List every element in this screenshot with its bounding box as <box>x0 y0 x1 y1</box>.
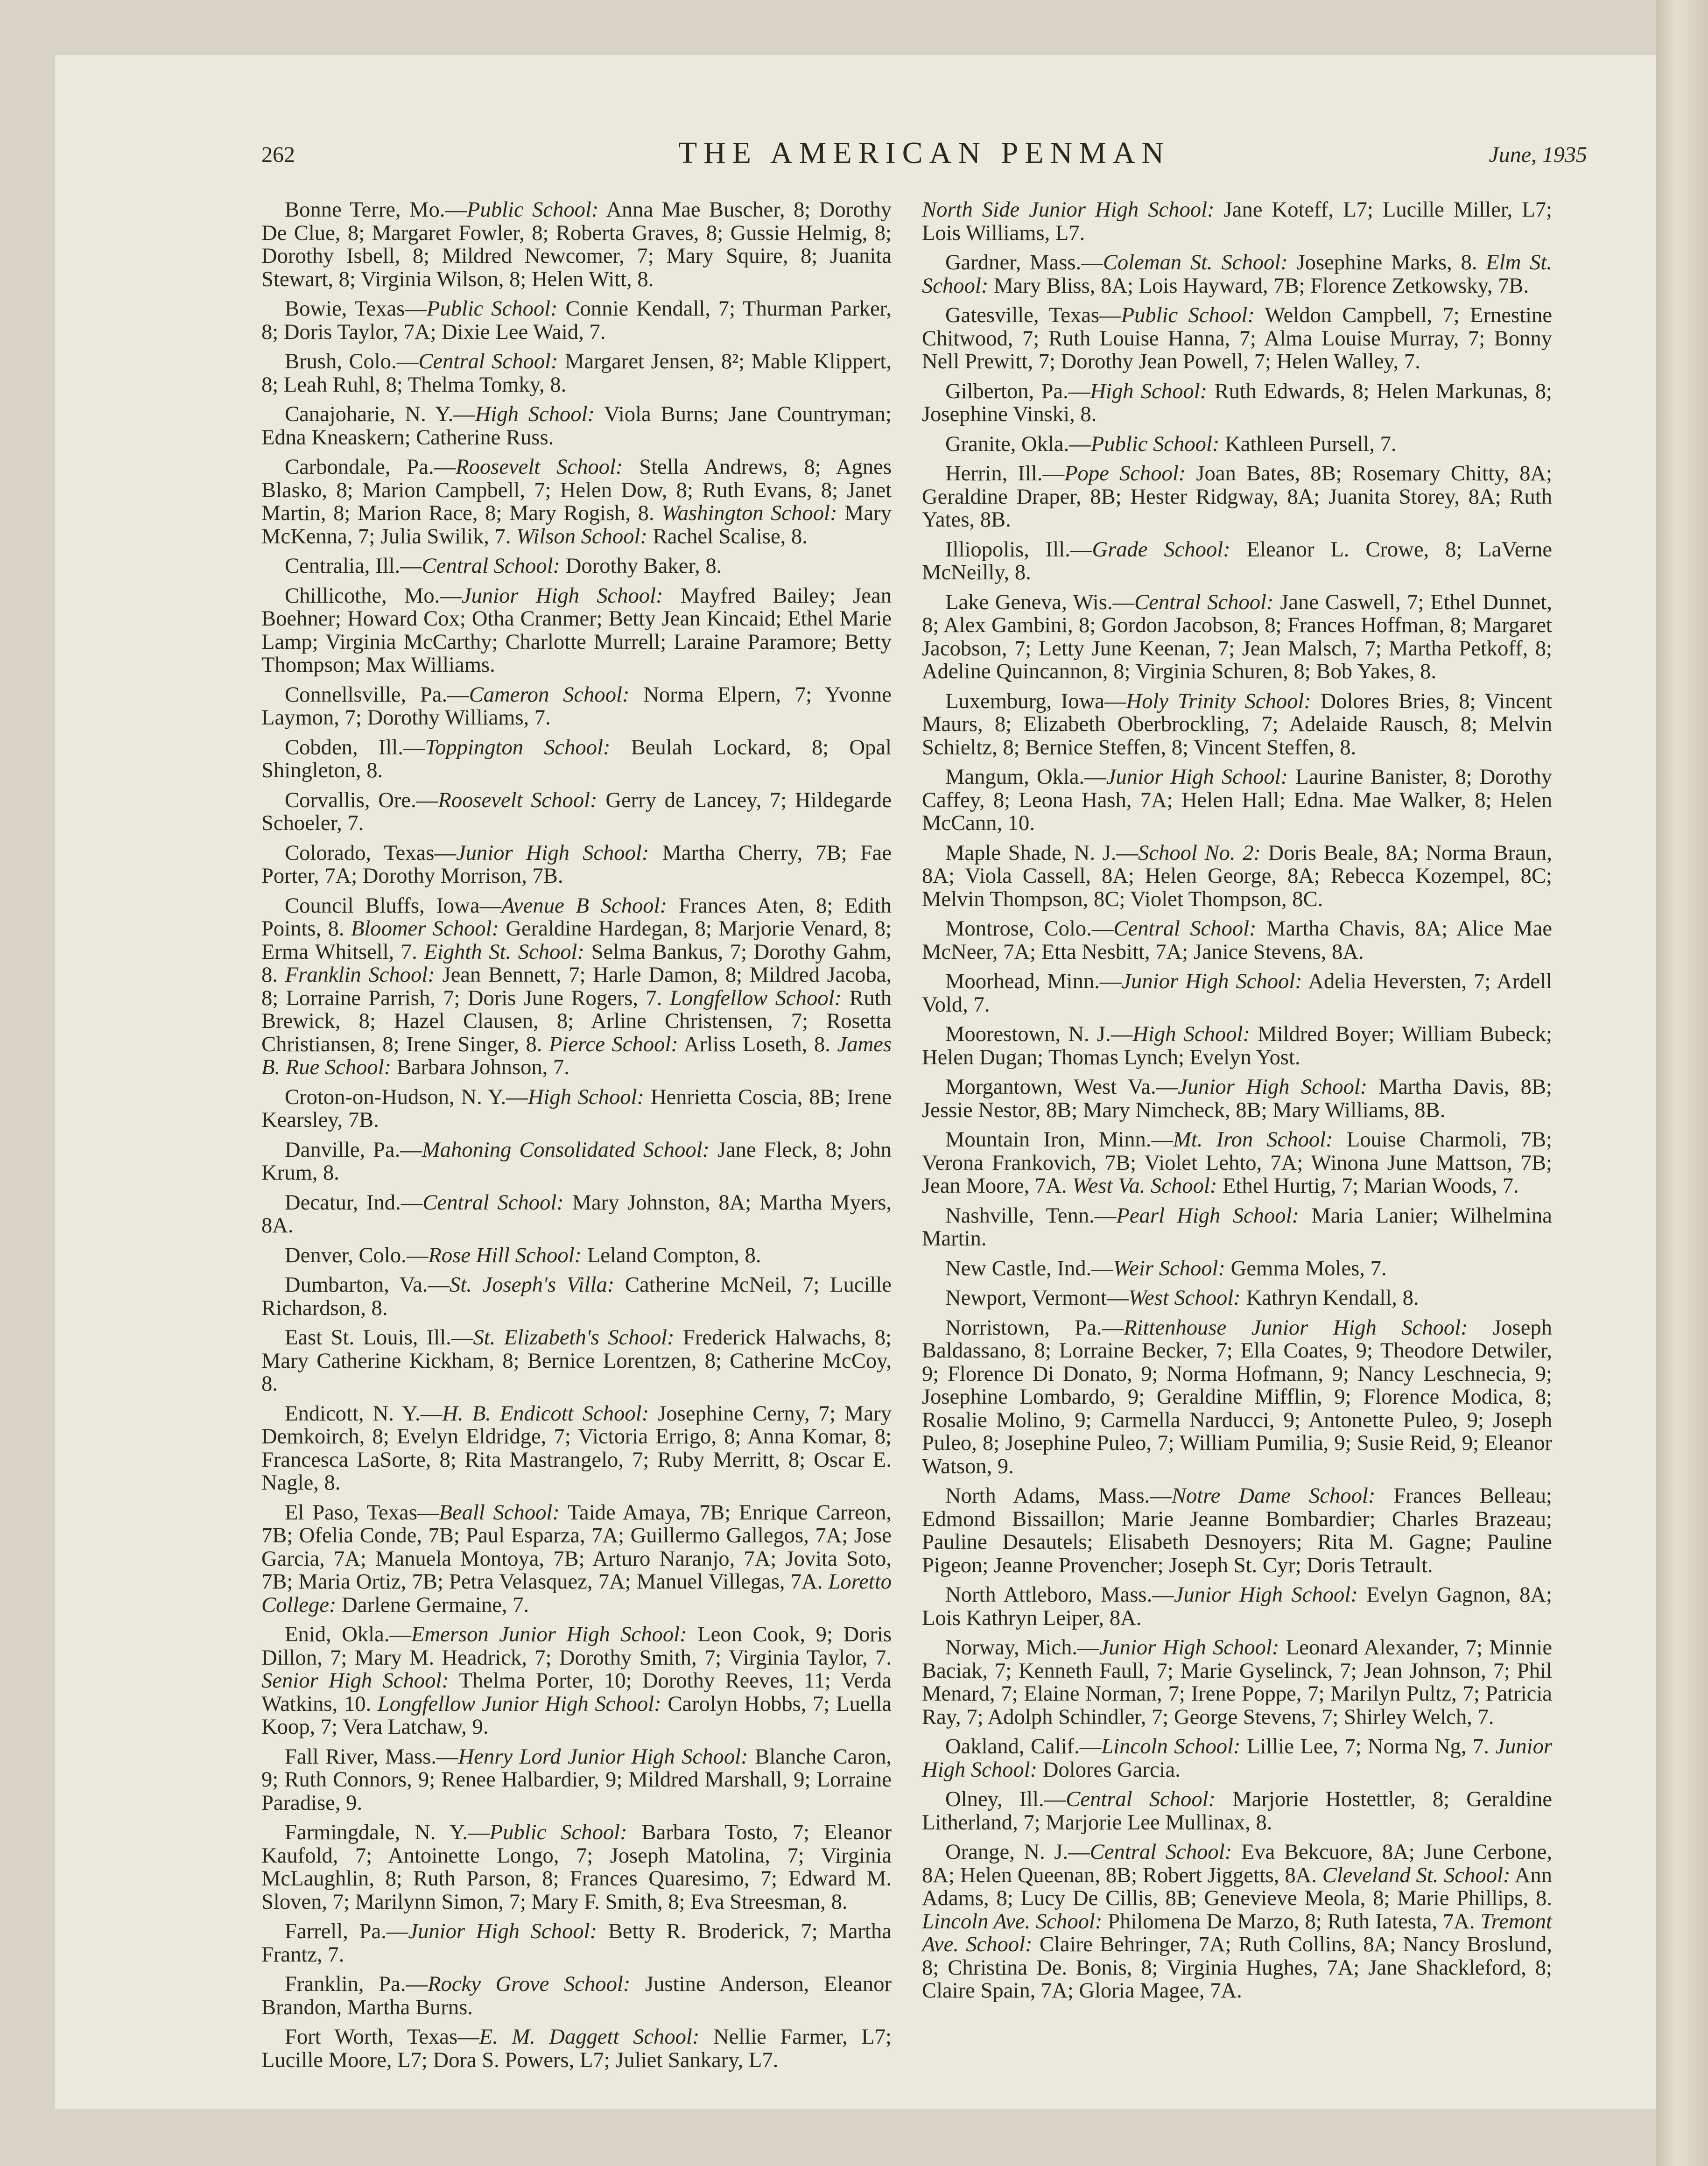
honor-roll-entry <box>261 584 892 677</box>
entry-names: Joseph Baldassano, 8; Lorraine Becker, 7; Ella Coates, 9; Theodore Detwiler, 9; Florence Di Donato, 9; Norma Hofmann, 9; Nancy Leschnecia, 9; Josephine Lombardo, 9; Geraldine Mifflin, 9; Florence Modica, 8; Rosalie Molino, 9; Carmella Narducci, 9; Antonette Puleo, 9; Joseph Puleo, 8; Josephine Puleo, 7; William Pumilia, 9; Susie Reid, 9; Eleanor Watson, 9. <box>922 1315 1552 1478</box>
journal-title: THE AMERICAN PENMAN <box>678 136 1171 170</box>
honor-roll-entry <box>261 1920 892 1966</box>
honor-roll-entry <box>922 433 1552 456</box>
entry-dash: — <box>405 296 427 321</box>
honor-roll-entry <box>922 1257 1552 1280</box>
entry-dash: — <box>1094 1203 1117 1228</box>
left-column <box>261 198 892 2078</box>
entry-names: Beulah Lockard, 8; Opal Shingleton, 8. <box>261 735 892 782</box>
entry-names: Taide Amaya, 7B; Enrique Carreon, 7B; Ofelia Conde, 7B; Paul Esparza, 7A; Guillermo Gallegos, 7A; Jose Garcia, 7A; Manuela Montoya, 7B; Arturo Naranjo, 7A; Jovita Soto, 7B; Maria Ortiz, 7B; Petra Velasquez, 7A; Manuel Villegas, 7A. <box>261 1500 892 1594</box>
entry-dash: — <box>406 1972 428 1996</box>
entry-names: Leonard Alexander, 7; Minnie Baciak, 7; Kenneth Faull, 7; Marie Gyselinck, 7; Jean Johnson, 7; Phil Menard, 7; Elaine Norman, 7; Irene Poppe, 7; Marilyn Pultz, 7; Patricia Ray, 7; Adolph Schindler, 7; George Stevens, 7; Shirley Welch, 7. <box>922 1635 1552 1729</box>
entry-place: Enid, Okla. <box>285 1622 390 1646</box>
entry-school: Public School: <box>467 197 599 222</box>
entry-school: Emerson Junior High School: <box>411 1622 687 1646</box>
entry-names: Blanche Caron, 9; Ruth Connors, 9; Renee Halbardier, 9; Mildred Marshall, 9; Lorraine Paradise, 9. <box>261 1744 892 1815</box>
entry-dash: — <box>416 788 438 812</box>
entry-school: Junior High School: <box>922 1734 1552 1782</box>
entry-school: Wilson School: <box>516 524 647 549</box>
entry-names: Lillie Lee, 7; Norma Ng, 7. <box>1240 1734 1496 1758</box>
entry-dash: — <box>1070 537 1092 562</box>
entry-school: Rocky Grove School: <box>428 1972 631 1996</box>
honor-roll-entry <box>922 251 1552 297</box>
entry-school: Junior High School: <box>1106 765 1288 789</box>
entry-place: Nashville, Tenn. <box>945 1203 1095 1228</box>
honor-roll-entry <box>922 1076 1552 1122</box>
entry-place: Brush, Colo. <box>285 349 397 373</box>
honor-roll-entry <box>922 1287 1552 1310</box>
entry-school: High School: <box>475 402 595 426</box>
entry-school: North Side Junior High School: <box>922 197 1215 222</box>
entry-place: Colorado, Texas <box>285 840 435 865</box>
entry-place: Bonne Terre, Mo. <box>285 197 445 222</box>
entry-school: Roosevelt School: <box>456 455 623 479</box>
entry-names: Marjorie Hostettler, 8; Geraldine Litherland, 7; Marjorie Lee Mullinax, 8. <box>922 1787 1553 1835</box>
entry-dash: — <box>406 1243 429 1267</box>
entry-names: Weldon Campbell, 7; Ernestine Chitwood, 7; Ruth Louise Hanna, 7; Alma Louise Murray, 7; Bonny Nell Prewitt, 7; Dorothy Jean Powell, 7; Helen Walley, 7. <box>922 303 1553 373</box>
entry-dash: — <box>1099 969 1122 993</box>
entry-place: Council Bluffs, Iowa <box>285 893 480 918</box>
entry-school: Pearl High School: <box>1116 1203 1300 1228</box>
entry-names: Maria Lanier; Wilhelmina Martin. <box>922 1203 1552 1251</box>
entry-dash: — <box>1084 765 1106 789</box>
honor-roll-entry <box>261 1139 892 1185</box>
entry-school: Mt. Iron School: <box>1173 1127 1333 1152</box>
entry-school: Junior High School: <box>408 1919 597 1943</box>
entry-school: Eighth St. School: <box>424 939 585 964</box>
honor-roll-entry <box>261 1973 892 2019</box>
entry-dash: — <box>457 2025 479 2049</box>
entry-dash: — <box>1150 1484 1172 1508</box>
entry-school: St. Elizabeth's School: <box>473 1325 675 1350</box>
entry-names: Jane Koteff, L7; Lucille Miller, L7; Lois Williams, L7. <box>922 197 1552 245</box>
entry-names: Henrietta Coscia, 8B; Irene Kearsley, 7B. <box>261 1084 892 1132</box>
honor-roll-entry <box>922 970 1552 1016</box>
entry-names: Anna Mae Buscher, 8; Dorothy De Clue, 8; Margaret Fowler, 8; Roberta Graves, 8; Gussie Helmig, 8; Dorothy Isbell, 8; Mildred Newcomer, 7; Mary Squire, 8; Juanita Stewart, 8; Virginia Wilson, 8; Helen Witt, 8. <box>261 197 892 291</box>
entry-school: Toppington School: <box>425 735 611 760</box>
right-column <box>922 198 1552 2009</box>
entry-dash: — <box>1091 916 1114 941</box>
entry-place: Mangum, Okla. <box>945 765 1085 789</box>
honor-roll-entry <box>261 1086 892 1132</box>
entry-place: Gilberton, Pa. <box>945 379 1068 403</box>
entry-school: Junior High School: <box>1178 1075 1368 1099</box>
entry-names: Mary Bliss, 8A; Lois Hayward, 7B; Florence Zetkowsky, 7B. <box>988 273 1529 298</box>
honor-roll-entry <box>261 894 892 1079</box>
entry-place: North Adams, Mass. <box>945 1484 1150 1508</box>
entry-school: Junior High School: <box>456 840 649 865</box>
entry-names: Mary McKenna, 7; Julia Swilik, 7. <box>261 501 892 549</box>
entry-dash: — <box>386 1919 408 1943</box>
entry-dash: — <box>389 1622 412 1646</box>
entry-school: Grade School: <box>1092 537 1230 562</box>
entry-names: Mayfred Bailey; Jean Boehner; Howard Cox; Otha Cranmer; Betty Jean Kincaid; Ethel Marie Lamp; Virginia McCarthy; Charlotte Murrell; Laraine Paramore; Betty Thompson; Max Williams. <box>261 583 892 677</box>
entry-names: Connie Kendall, 7; Thurman Parker, 8; Doris Taylor, 7A; Dixie Lee Waid, 7. <box>261 296 892 344</box>
entry-school: Mahoning Consolidated School: <box>422 1137 710 1162</box>
entry-dash: — <box>401 1190 423 1215</box>
entry-dash: — <box>1156 1075 1178 1099</box>
entry-names: Darlene Germaine, 7. <box>336 1592 529 1617</box>
honor-roll-entry <box>922 1788 1552 1834</box>
honor-roll-entry <box>922 1023 1552 1069</box>
entry-dash: — <box>1081 250 1103 274</box>
entry-dash: — <box>417 1500 439 1525</box>
entry-place: Norway, Mich. <box>945 1635 1078 1660</box>
entry-school: Cameron School: <box>469 682 630 707</box>
entry-dash: — <box>400 1137 422 1162</box>
entry-names: Jane Fleck, 8; John Krum, 8. <box>261 1137 892 1185</box>
entry-names: Dorothy Baker, 8. <box>560 554 722 578</box>
entry-school: James B. Rue School: <box>261 1032 892 1079</box>
entry-school: Pope School: <box>1064 461 1186 485</box>
entry-names: Dolores Bries, 8; Vincent Maurs, 8; Elizabeth Oberbrockling, 7; Adelaide Rausch, 8; Melvin Schieltz, 8; Bernice Steffen, 8; Vincent Steffen, 8. <box>922 689 1552 760</box>
entry-school: Central School: <box>418 349 558 373</box>
entry-names: Thelma Porter, 10; Dorothy Reeves, 11; Verda Watkins, 10. <box>261 1668 892 1716</box>
entry-place: Centralia, Ill. <box>285 554 401 578</box>
honor-roll-entry <box>261 1821 892 1913</box>
entry-names: Selma Bankus, 7; Dorothy Gahm, 8. <box>261 939 892 987</box>
entry-dash: — <box>453 402 475 426</box>
entry-place: Danville, Pa. <box>285 1137 401 1162</box>
entry-school: Franklin School: <box>285 963 435 987</box>
entry-school: Central School: <box>1066 1787 1216 1811</box>
entry-place: Oakland, Calif. <box>945 1734 1080 1758</box>
entry-dash: — <box>451 1325 473 1350</box>
entry-names: Norma Elpern, 7; Yvonne Laymon, 7; Dorothy Williams, 7. <box>261 682 892 730</box>
entry-names: Margaret Jensen, 8²; Mable Klippert, 8; Leah Ruhl, 8; Thelma Tomky, 8. <box>261 349 892 397</box>
entry-place: Denver, Colo. <box>285 1243 407 1267</box>
honor-roll-entry <box>261 1244 892 1267</box>
entry-names: Kathleen Pursell, 7. <box>1219 431 1397 456</box>
honor-roll-entry <box>922 766 1552 835</box>
entry-school: Bloomer School: <box>351 916 499 941</box>
entry-school: Henry Lord Junior High School: <box>458 1744 748 1769</box>
honor-roll-entry <box>922 1636 1552 1729</box>
entry-place: Canajoharie, N. Y. <box>285 402 454 426</box>
honor-roll-entry <box>261 1501 892 1617</box>
honor-roll-entry <box>261 842 892 888</box>
entry-school: Central School: <box>1113 916 1257 941</box>
entry-dash: — <box>1068 1840 1090 1864</box>
entry-school: Central School: <box>1089 1840 1232 1864</box>
entry-school: School No. 2: <box>1138 840 1261 865</box>
honor-roll-entry <box>261 456 892 548</box>
entry-school: E. M. Daggett School: <box>479 2025 700 2049</box>
entry-dash: — <box>1112 590 1135 614</box>
entry-school: Central School: <box>422 1190 564 1215</box>
entry-school: St. Joseph's Villa: <box>450 1273 615 1297</box>
entry-place: Croton-on-Hudson, N. Y. <box>285 1084 506 1109</box>
entry-school: Tremont Ave. School: <box>922 1909 1552 1956</box>
entry-names: Ethel Hurtig, 7; Marian Woods, 7. <box>1217 1174 1519 1198</box>
entry-dash: — <box>445 197 467 222</box>
entry-place: Endicott, N. Y. <box>285 1401 421 1426</box>
honor-roll-entry <box>261 736 892 782</box>
entry-dash: — <box>440 583 462 608</box>
entry-names: Rachel Scalise, 8. <box>647 524 808 549</box>
entry-place: Corvallis, Ore. <box>285 788 416 812</box>
entry-dash: — <box>1152 1582 1174 1607</box>
entry-place: Carbondale, Pa. <box>285 455 434 479</box>
entry-dash: — <box>396 349 419 373</box>
honor-roll-entry <box>922 198 1552 245</box>
entry-school: Senior High School: <box>261 1668 449 1693</box>
entry-dash: — <box>434 840 456 865</box>
entry-place: Maple Shade, N. J. <box>945 840 1117 865</box>
entry-names: Dolores Garcia. <box>1037 1757 1181 1782</box>
entry-school: Junior High School: <box>1174 1582 1358 1607</box>
entry-school: High School: <box>1132 1022 1251 1046</box>
entry-school: Public School: <box>426 296 558 321</box>
entry-place: Morgantown, West Va. <box>945 1075 1156 1099</box>
entry-dash: — <box>1102 1315 1124 1340</box>
entry-names: Frederick Halwachs, 8; Mary Catherine Kickham, 8; Bernice Lorentzen, 8; Catherine McCoy, 8. <box>261 1325 892 1396</box>
entry-place: Farrell, Pa. <box>285 1919 387 1943</box>
honor-roll-entry <box>261 1623 892 1739</box>
entry-school: Central School: <box>1134 590 1274 614</box>
entry-names: Viola Burns; Jane Countryman; Edna Kneaskern; Catherine Russ. <box>261 402 892 450</box>
honor-roll-entry <box>922 591 1552 683</box>
honor-roll-entry <box>261 1191 892 1238</box>
entry-place: Moorestown, N. J. <box>945 1022 1111 1046</box>
entry-school: Longfellow School: <box>669 985 842 1010</box>
entry-dash: — <box>1068 379 1090 403</box>
entry-dash: — <box>479 893 502 918</box>
entry-school: Holy Trinity School: <box>1126 689 1311 713</box>
entry-school: Rittenhouse Junior High School: <box>1124 1315 1468 1340</box>
honor-roll-entry <box>261 350 892 396</box>
entry-dash: — <box>436 1744 458 1769</box>
entry-place: Fort Worth, Texas <box>285 2025 458 2049</box>
entry-names: Catherine McNeil, 7; Lucille Richardson, 8. <box>261 1273 892 1320</box>
entry-names: Ann Adams, 8; Lucy De Cillis, 8B; Genevieve Meola, 8; Marie Phillips, 8. <box>922 1863 1552 1910</box>
entry-names: Evelyn Gagnon, 8A; Lois Kathryn Leiper, 8A. <box>922 1582 1552 1630</box>
entry-place: North Attleboro, Mass. <box>945 1582 1153 1607</box>
honor-roll-entry <box>922 462 1552 532</box>
page-number: 262 <box>261 142 295 167</box>
honor-roll-entry <box>261 2025 892 2072</box>
entry-school: Roosevelt School: <box>438 788 597 812</box>
entry-names: Justine Anderson, Eleanor Brandon, Martha Burns. <box>261 1972 892 2019</box>
honor-roll-entry <box>922 842 1552 911</box>
entry-names: Adelia Heversten, 7; Ardell Vold, 7. <box>922 969 1552 1017</box>
entry-names: Gemma Moles, 7. <box>1225 1256 1387 1280</box>
entry-place: Orange, N. J. <box>945 1840 1068 1864</box>
honor-roll-entry <box>922 917 1552 963</box>
entry-dash: — <box>1079 1734 1102 1758</box>
honor-roll-entry <box>261 789 892 835</box>
entry-school: Weir School: <box>1113 1256 1226 1280</box>
entry-dash: — <box>1044 1787 1066 1811</box>
entry-dash: — <box>403 735 425 760</box>
entry-names: Arliss Loseth, 8. <box>678 1032 837 1056</box>
entry-place: Decatur, Ind. <box>285 1190 401 1215</box>
entry-names: Jane Caswell, 7; Ethel Dunnet, 8; Alex Gambini, 8; Gordon Jacobson, 8; Frances Hoffman, 8; Margaret Jacobson, 7; Letty June Keenan, 7; Jean Malsch, 7; Martha Petkoff, 8; Adeline Quincannon, 8; Virginia Schuren, 8; Bob Yakes, 8. <box>922 590 1552 683</box>
entry-place: Moorhead, Minn. <box>945 969 1100 993</box>
entry-school: Longfellow Junior High School: <box>377 1691 661 1716</box>
entry-dash: — <box>1091 1256 1113 1280</box>
entry-names: Mary Johnston, 8A; Martha Myers, 8A. <box>261 1190 892 1238</box>
entry-dash: — <box>468 1820 490 1844</box>
entry-names: Martha Chavis, 8A; Alice Mae McNeer, 7A; Etta Nesbitt, 7A; Janice Stevens, 8A. <box>922 916 1552 964</box>
entry-place: Norristown, Pa. <box>945 1315 1102 1340</box>
entry-school: Washington School: <box>661 501 837 525</box>
entry-school: Avenue B School: <box>501 893 668 918</box>
entry-names: Betty R. Broderick, 7; Martha Frantz, 7. <box>261 1919 892 1967</box>
honor-roll-entry <box>261 1326 892 1396</box>
entry-place: Connellsville, Pa. <box>285 682 448 707</box>
entry-school: Coleman St. School: <box>1103 250 1288 274</box>
entry-names: Barbara Tosto, 7; Eleanor Kaufold, 7; Antoinette Longo, 7; Joseph Matolina, 7; Virginia McLaughlin, 8; Ruth Parson, 8; Frances Quaresimo, 7; Edward M. Sloven, 7; Marilynn Simon, 7; Mary F. Smith, 8; Eva Streesman, 8. <box>261 1820 892 1914</box>
honor-roll-entry <box>922 380 1552 426</box>
entry-names: Frances Belleau; Edmond Bissaillon; Marie Jeanne Bombardier; Charles Brazeau; Pauline Desautels; Elisabeth Desnoyers; Rita M. Gagne; Pauline Pigeon; Jeanne Provencher; Joseph St. Cyr; Doris Tetrault. <box>922 1484 1552 1577</box>
entry-dash: — <box>506 1084 528 1109</box>
entry-place: El Paso, Texas <box>285 1500 417 1525</box>
entry-place: Gatesville, Texas <box>945 303 1100 327</box>
entry-place: Cobden, Ill. <box>285 735 403 760</box>
entry-names: Martha Davis, 8B; Jessie Nestor, 8B; Mary Nimcheck, 8B; Mary Williams, 8B. <box>922 1075 1552 1122</box>
entry-place: Dumbarton, Va. <box>285 1273 428 1297</box>
entry-place: Gardner, Mass. <box>945 250 1082 274</box>
entry-dash: — <box>1099 303 1121 327</box>
honor-roll-entry <box>922 538 1552 584</box>
entry-names: Eva Bekcuore, 8A; June Cerbone, 8A; Helen Queenan, 8B; Robert Jiggetts, 8A. <box>922 1840 1552 1887</box>
entry-place: Mountain Iron, Minn. <box>945 1127 1152 1152</box>
entry-school: Public School: <box>489 1820 627 1844</box>
entry-school: West School: <box>1128 1286 1241 1310</box>
entry-names: Gerry de Lancey, 7; Hildegarde Schoeler, 7. <box>261 788 892 835</box>
entry-names: Geraldine Hardegan, 8; Marjorie Venard, 8; Erma Whitsell, 7. <box>261 916 892 964</box>
entry-dash: — <box>1111 1022 1133 1046</box>
honor-roll-entry <box>261 403 892 449</box>
entry-place: Montrose, Colo. <box>945 916 1092 941</box>
entry-school: High School: <box>527 1084 645 1109</box>
honor-roll-entry <box>261 1273 892 1320</box>
entry-place: Farmingdale, N. Y. <box>285 1820 468 1844</box>
entry-names: Carolyn Hobbs, 7; Luella Koop, 7; Vera Latchaw, 9. <box>261 1691 892 1739</box>
honor-roll-entry <box>261 1745 892 1815</box>
entry-school: Junior High School: <box>461 583 663 608</box>
entry-names: Nellie Farmer, L7; Lucille Moore, L7; Dora S. Powers, L7; Juliet Sankary, L7. <box>261 2025 892 2072</box>
entry-names: Leland Compton, 8. <box>582 1243 761 1267</box>
honor-roll-entry <box>922 1316 1552 1478</box>
issue-date: June, 1935 <box>1489 142 1587 167</box>
entry-names: Josephine Cerny, 7; Mary Demkoirch, 8; Evelyn Eldridge, 7; Victoria Errigo, 8; Anna Komar, 8; Francesca LaSorte, 8; Rita Mastrangelo, 7; Ruby Merritt, 8; Oscar E. Nagle, 8. <box>261 1401 892 1495</box>
entry-place: Franklin, Pa. <box>285 1972 406 1996</box>
entry-school: Lincoln Ave. School: <box>922 1909 1103 1934</box>
entry-dash: — <box>1106 1286 1129 1310</box>
entry-place: Fall River, Mass. <box>285 1744 437 1769</box>
entry-names: Barbara Johnson, 7. <box>391 1055 569 1079</box>
entry-place: Newport, Vermont <box>945 1286 1107 1310</box>
entry-place: Chillicothe, Mo. <box>285 583 440 608</box>
honor-roll-entry <box>922 1484 1552 1577</box>
honor-roll-entry <box>922 1735 1552 1781</box>
page-header <box>261 135 1587 177</box>
entry-names: Martha Cherry, 7B; Fae Porter, 7A; Dorothy Morrison, 7B. <box>261 840 892 888</box>
honor-roll-entry <box>261 198 892 291</box>
entry-school: Notre Dame School: <box>1171 1484 1376 1508</box>
entry-dash: — <box>1116 840 1139 865</box>
entry-dash: — <box>400 554 422 578</box>
entry-school: West Va. School: <box>1072 1174 1217 1198</box>
entry-names: Louise Charmoli, 7B; Verona Frankovich, 7B; Violet Lehto, 7A; Winona June Mattson, 7B; Jean Moore, 7A. <box>922 1127 1552 1198</box>
entry-names: Frances Aten, 8; Edith Points, 8. <box>261 893 892 941</box>
entry-place: Granite, Okla. <box>945 431 1069 456</box>
entry-dash: — <box>428 1273 450 1297</box>
entry-school: H. B. Endicott School: <box>442 1401 649 1426</box>
entry-school: Pierce School: <box>549 1032 678 1056</box>
honor-roll-entry <box>261 683 892 730</box>
entry-place: East St. Louis, Ill. <box>285 1325 451 1350</box>
honor-roll-entry <box>922 1128 1552 1198</box>
entry-dash: — <box>1042 461 1065 485</box>
entry-dash: — <box>434 455 456 479</box>
honor-roll-entry <box>922 1204 1552 1251</box>
binding-edge <box>1656 0 1708 2166</box>
entry-dash: — <box>420 1401 443 1426</box>
entry-names: Ruth Brewick, 8; Hazel Clausen, 8; Arline Christensen, 7; Rosetta Christiansen, 8; Irene Singer, 8. <box>261 985 892 1056</box>
entry-names: Leon Cook, 9; Doris Dillon, 7; Mary M. Headrick, 7; Dorothy Smith, 7; Virginia Taylor, 7. <box>261 1622 892 1670</box>
entry-school: Junior High School: <box>1121 969 1302 993</box>
entry-place: Herrin, Ill. <box>945 461 1043 485</box>
entry-names: Claire Behringer, 7A; Ruth Collins, 8A; Nancy Broslund, 8; Christina De. Bonis, 8; Virginia Hughes, 7A; Jane Shackleford, 8; Claire Spain, 7A; Gloria Magee, 7A. <box>922 1932 1552 2003</box>
entry-dash: — <box>1104 689 1126 713</box>
entry-school: Lincoln School: <box>1101 1734 1241 1758</box>
honor-roll-entry <box>922 690 1552 760</box>
entry-school: Beall School: <box>439 1500 560 1525</box>
entry-names: Philomena De Marzo, 8; Ruth Iatesta, 7A. <box>1102 1909 1481 1934</box>
entry-school: High School: <box>1090 379 1208 403</box>
entry-place: Bowie, Texas <box>285 296 405 321</box>
entry-names: Mildred Boyer; William Bubeck; Helen Dugan; Thomas Lynch; Evelyn Yost. <box>922 1022 1553 1069</box>
entry-place: Olney, Ill. <box>945 1787 1044 1811</box>
entry-school: Elm St. School: <box>922 250 1552 298</box>
entry-names: Eleanor L. Crowe, 8; LaVerne McNeilly, 8. <box>922 537 1552 584</box>
entry-dash: — <box>1077 1635 1099 1660</box>
entry-place: Luxemburg, Iowa <box>945 689 1104 713</box>
entry-names: Joan Bates, 8B; Rosemary Chitty, 8A; Geraldine Draper, 8B; Hester Ridgway, 8A; Juanita Storey, 8A; Ruth Yates, 8B. <box>922 461 1552 532</box>
entry-names: Stella Andrews, 8; Agnes Blasko, 8; Marion Campbell, 7; Helen Dow, 8; Ruth Evans, 8; Janet Martin, 8; Marion Race, 8; Mary Rogish, 8. <box>261 455 892 525</box>
entry-place: Lake Geneva, Wis. <box>945 590 1113 614</box>
entry-names: Kathryn Kendall, 8. <box>1240 1286 1419 1310</box>
entry-school: Rose Hill School: <box>428 1243 582 1267</box>
entry-names: Doris Beale, 8A; Norma Braun, 8A; Viola Cassell, 8A; Helen George, 8A; Rebecca Kozempel, 8C; Melvin Thompson, 8C; Violet Thompson, 8C. <box>922 840 1552 911</box>
entry-dash: — <box>1151 1127 1174 1152</box>
entry-school: Public School: <box>1090 431 1220 456</box>
honor-roll-entry <box>261 1402 892 1495</box>
entry-school: Public School: <box>1121 303 1255 327</box>
entry-names: Ruth Edwards, 8; Helen Markunas, 8; Josephine Vinski, 8. <box>922 379 1552 426</box>
entry-dash: — <box>1069 431 1091 456</box>
entry-place: Illiopolis, Ill. <box>945 537 1070 562</box>
entry-names: Laurine Banister, 8; Dorothy Caffey, 8; Leona Hash, 7A; Helen Hall; Edna. Mae Walker, 8; Helen McCann, 10. <box>922 765 1552 835</box>
honor-roll-entry <box>261 297 892 344</box>
entry-school: Cleveland St. School: <box>1322 1863 1511 1887</box>
entry-dash: — <box>447 682 469 707</box>
entry-names: Jean Bennett, 7; Harle Damon, 8; Mildred Jacoba, 8; Lorraine Parrish, 7; Doris June Rogers, 7. <box>261 963 892 1010</box>
entry-place: New Castle, Ind. <box>945 1256 1092 1280</box>
entry-school: Junior High School: <box>1099 1635 1279 1660</box>
entry-school: Central School: <box>422 554 561 578</box>
entry-names: Josephine Marks, 8. <box>1287 250 1486 274</box>
honor-roll-entry <box>261 555 892 578</box>
honor-roll-entry <box>922 1583 1552 1630</box>
honor-roll-entry <box>922 304 1552 373</box>
entry-school: Loretto College: <box>261 1569 892 1617</box>
honor-roll-entry <box>922 1841 1552 2003</box>
